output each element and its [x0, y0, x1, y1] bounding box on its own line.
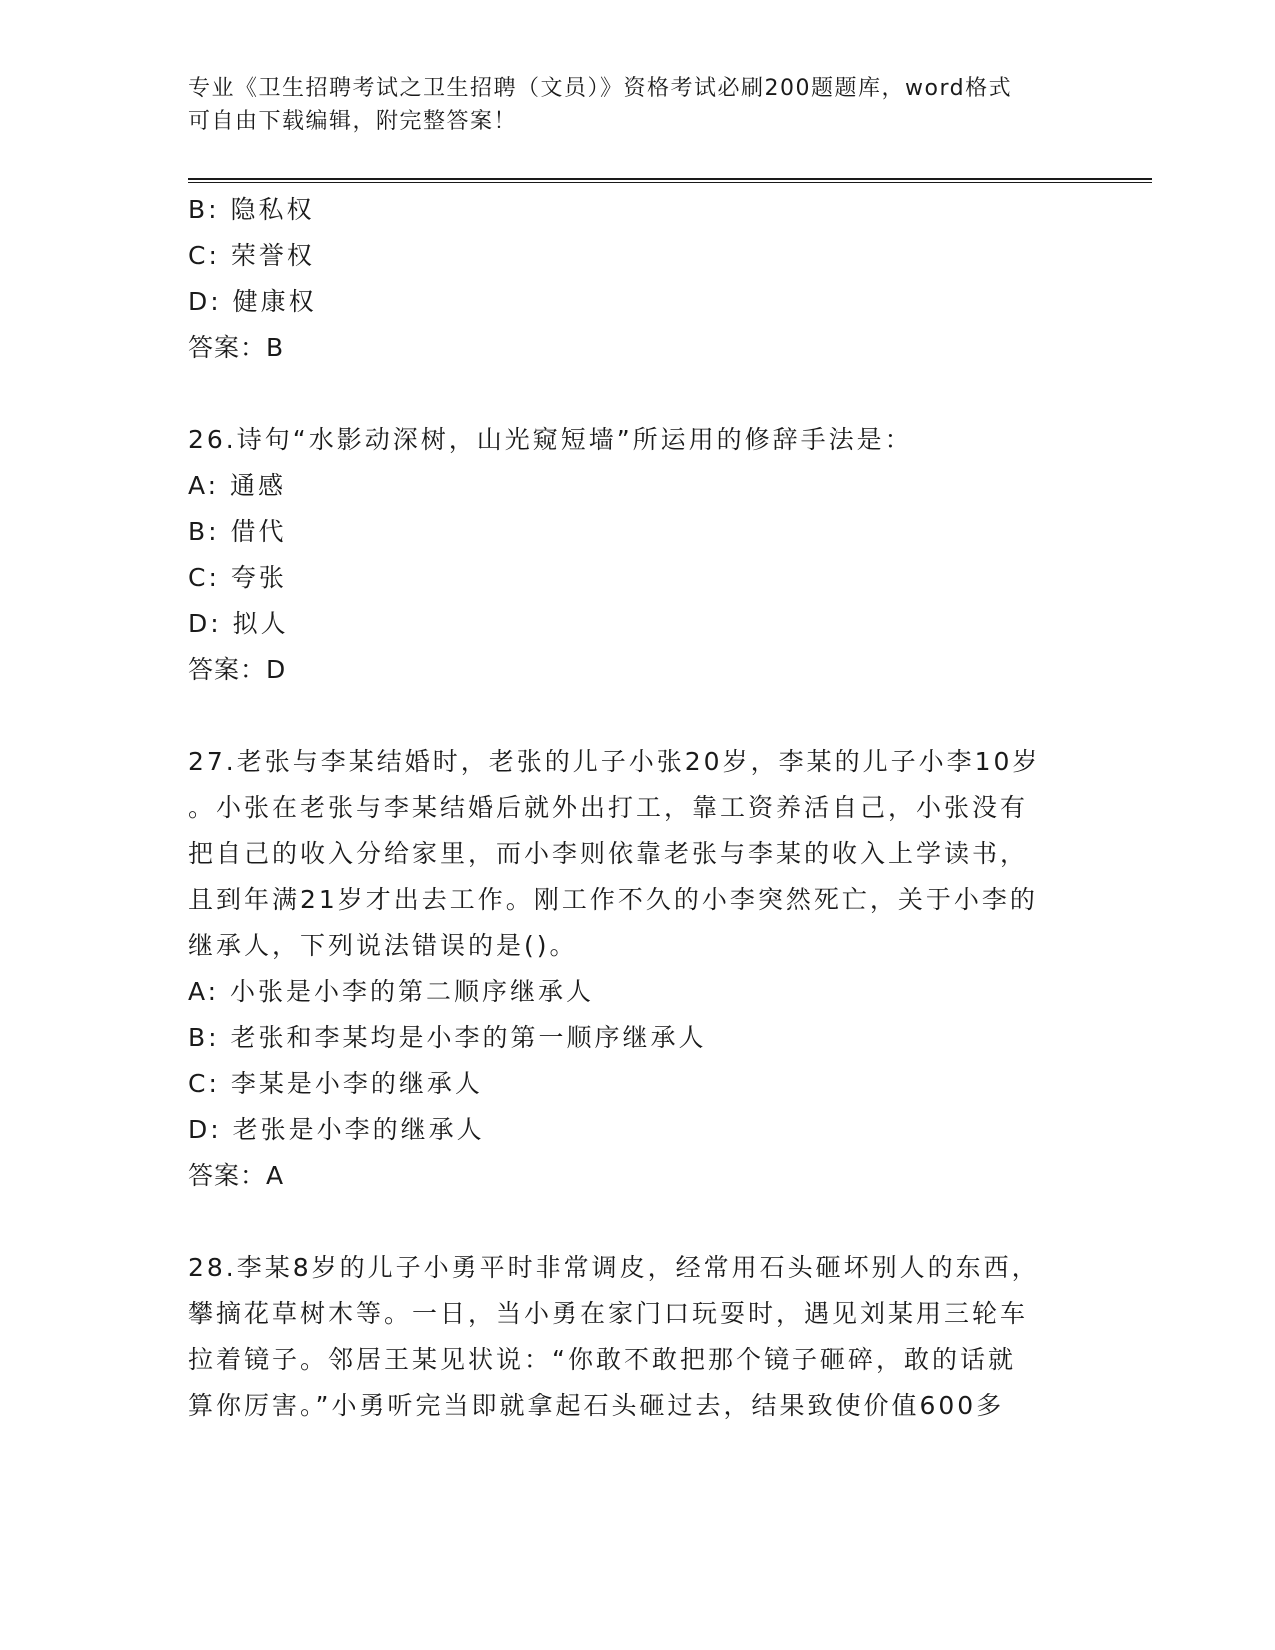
header-line-2: 可自由下载编辑，附完整答案！ — [188, 109, 518, 134]
question-26 — [188, 417, 1088, 693]
option-c: C: 夸张 — [188, 563, 287, 592]
question-stem-line-4: 且到年满21岁才出去工作。刚工作不久的小李突然死亡，关于小李的 — [188, 885, 1038, 914]
question-stem-line-3: 把自己的收入分给家里，而小李则依靠老张与李某的收入上学读书， — [188, 839, 1029, 868]
question-stem-line-3: 拉着镜子。邻居王某见状说：“你敢不敢把那个镜子砸碎，敢的话就 — [188, 1345, 1016, 1374]
option-d: D: 健康权 — [188, 287, 317, 316]
option-b: B: 借代 — [188, 517, 287, 546]
header-divider-thin — [188, 182, 1152, 183]
question-25 — [188, 187, 1088, 371]
question-stem: 26.诗句“水影动深树，山光窥短墙”所运用的修辞手法是： — [188, 425, 913, 454]
answer-line: 答案：D — [188, 655, 287, 684]
answer-line: 答案：B — [188, 333, 285, 362]
question-stem-line-2: 。小张在老张与李某结婚后就外出打工，靠工资养活自己，小张没有 — [188, 793, 1029, 822]
question-stem-line-2: 攀摘花草树木等。一日，当小勇在家门口玩耍时，遇见刘某用三轮车 — [188, 1299, 1029, 1328]
option-a: A: 通感 — [188, 471, 287, 500]
option-c: C: 李某是小李的继承人 — [188, 1069, 483, 1098]
spacer — [188, 1199, 1088, 1245]
option-b: B: 老张和李某均是小李的第一顺序继承人 — [188, 1023, 707, 1052]
question-stem-line-4: 算你厉害。”小勇听完当即就拿起石头砸过去，结果致使价值600多 — [188, 1391, 1005, 1420]
question-stem-line-5: 继承人，下列说法错误的是()。 — [188, 931, 578, 960]
question-list — [188, 187, 1088, 1429]
header-line-1: 专业《卫生招聘考试之卫生招聘（文员）》资格考试必刷200题题库，word格式 — [188, 76, 1013, 101]
document-header — [188, 72, 1068, 138]
question-stem-line-1: 28.李某8岁的儿子小勇平时非常调皮，经常用石头砸坏别人的东西， — [188, 1253, 1040, 1282]
header-divider-thick — [188, 178, 1152, 180]
option-d: D: 拟人 — [188, 609, 289, 638]
question-stem-line-1: 27.老张与李某结婚时，老张的儿子小张20岁，李某的儿子小李10岁 — [188, 747, 1041, 776]
question-27 — [188, 739, 1088, 1199]
option-a: A: 小张是小李的第二顺序继承人 — [188, 977, 595, 1006]
question-28 — [188, 1245, 1088, 1429]
option-d: D: 老张是小李的继承人 — [188, 1115, 485, 1144]
answer-line: 答案：A — [188, 1161, 285, 1190]
spacer — [188, 693, 1088, 739]
option-c: C: 荣誉权 — [188, 241, 315, 270]
option-b: B: 隐私权 — [188, 195, 315, 224]
spacer — [188, 371, 1088, 417]
